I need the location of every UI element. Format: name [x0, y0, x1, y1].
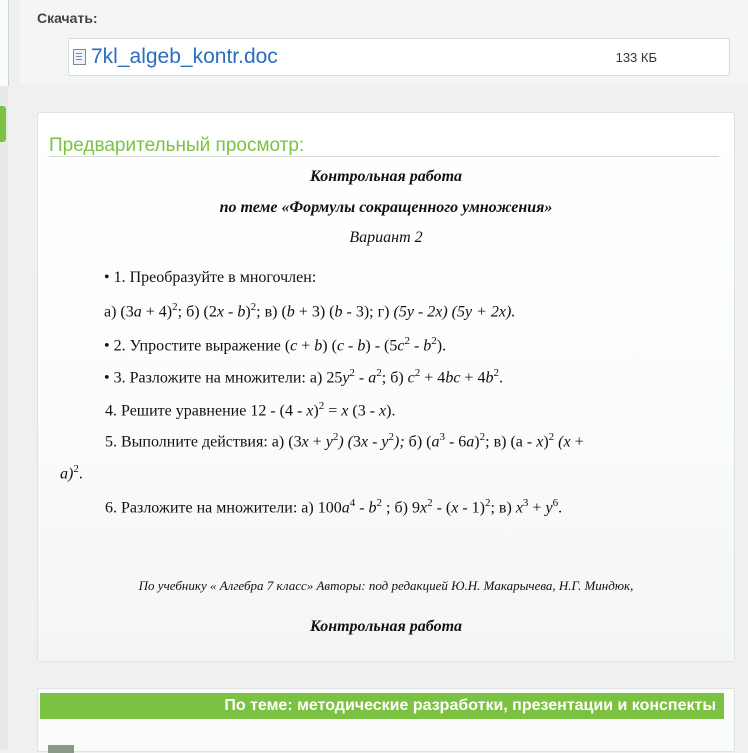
related-header-text: По теме: методические разработки, презентации и конспекты: [224, 697, 716, 714]
left-panel-edge: [0, 0, 9, 86]
preview-section: [37, 112, 735, 662]
file-row[interactable]: [68, 38, 730, 76]
task-5-label: 5. Выполните действия: а): [105, 433, 285, 451]
task-4-label: 4. Решите уравнение: [105, 402, 247, 420]
textbook-note: По учебнику « Алгебра 7 класс» Авторы: под редакцией Ю.Н. Макарычева, Н.Г. Миндюк,: [138, 578, 634, 593]
file-size: 133 КБ: [615, 50, 657, 65]
task-1-items: а) $(3a + 4)^2$; б) (2x - b)$^2$; в) (b + 3) (b - 3); г) (5y - 2x) (5y + 2x).: [104, 301, 516, 321]
related-thumbnail[interactable]: [48, 745, 74, 753]
task-3: • 3. Разложите на множители: а) $25y^2 - a^2$; б) $c^2 + 4bc + 4b^2$.: [104, 367, 503, 387]
left-green-tab[interactable]: [0, 106, 6, 142]
task-5: 5. Выполните действия: а) $(3x + y^2)$ $(3x - y^2)$; б) $(a^3 - 6a)^2$; в) (а - x)$^2$ (x +: [105, 431, 584, 451]
doc-subtitle: по теме «Формулы сокращенного умножения»: [219, 199, 553, 216]
related-section: [37, 688, 735, 752]
file-download-link[interactable]: 7kl_algeb_kontr.doc: [91, 45, 278, 68]
document-icon: [73, 49, 86, 65]
task-3-label: • 3. Разложите на множители: а): [104, 369, 323, 387]
task-2: • 2. Упростите выражение (c + b) $(c - b) - (5c^2 - b^2)$.: [104, 335, 447, 355]
task-1-heading: • 1. Преобразуйте в многочлен:: [104, 269, 317, 286]
preview-heading: Предварительный просмотр:: [49, 135, 305, 156]
task-4: 4. Решите уравнение 12 - (4 - x)$^2$ = x (3 - x).: [105, 400, 396, 420]
task-5-continued: a)$^2$.: [60, 463, 83, 483]
doc-title: Контрольная работа: [309, 168, 463, 185]
related-header-bar: [40, 693, 724, 719]
doc-variant: Вариант 2: [349, 229, 423, 246]
download-label: Скачать:: [37, 10, 98, 26]
task-2-label: • 2. Упростите выражение: [104, 337, 281, 355]
download-section: [20, 0, 748, 84]
doc-title-repeat: Контрольная работа: [309, 618, 463, 635]
task-6-label: 6. Разложите на множители: а): [105, 499, 314, 517]
preview-divider: [49, 156, 719, 157]
task-6: 6. Разложите на множители: а) $100a^4 - b^2$ ; б) $9x^2 - (x - 1)^2$; в) $x^3 + y^6$.: [105, 497, 563, 517]
